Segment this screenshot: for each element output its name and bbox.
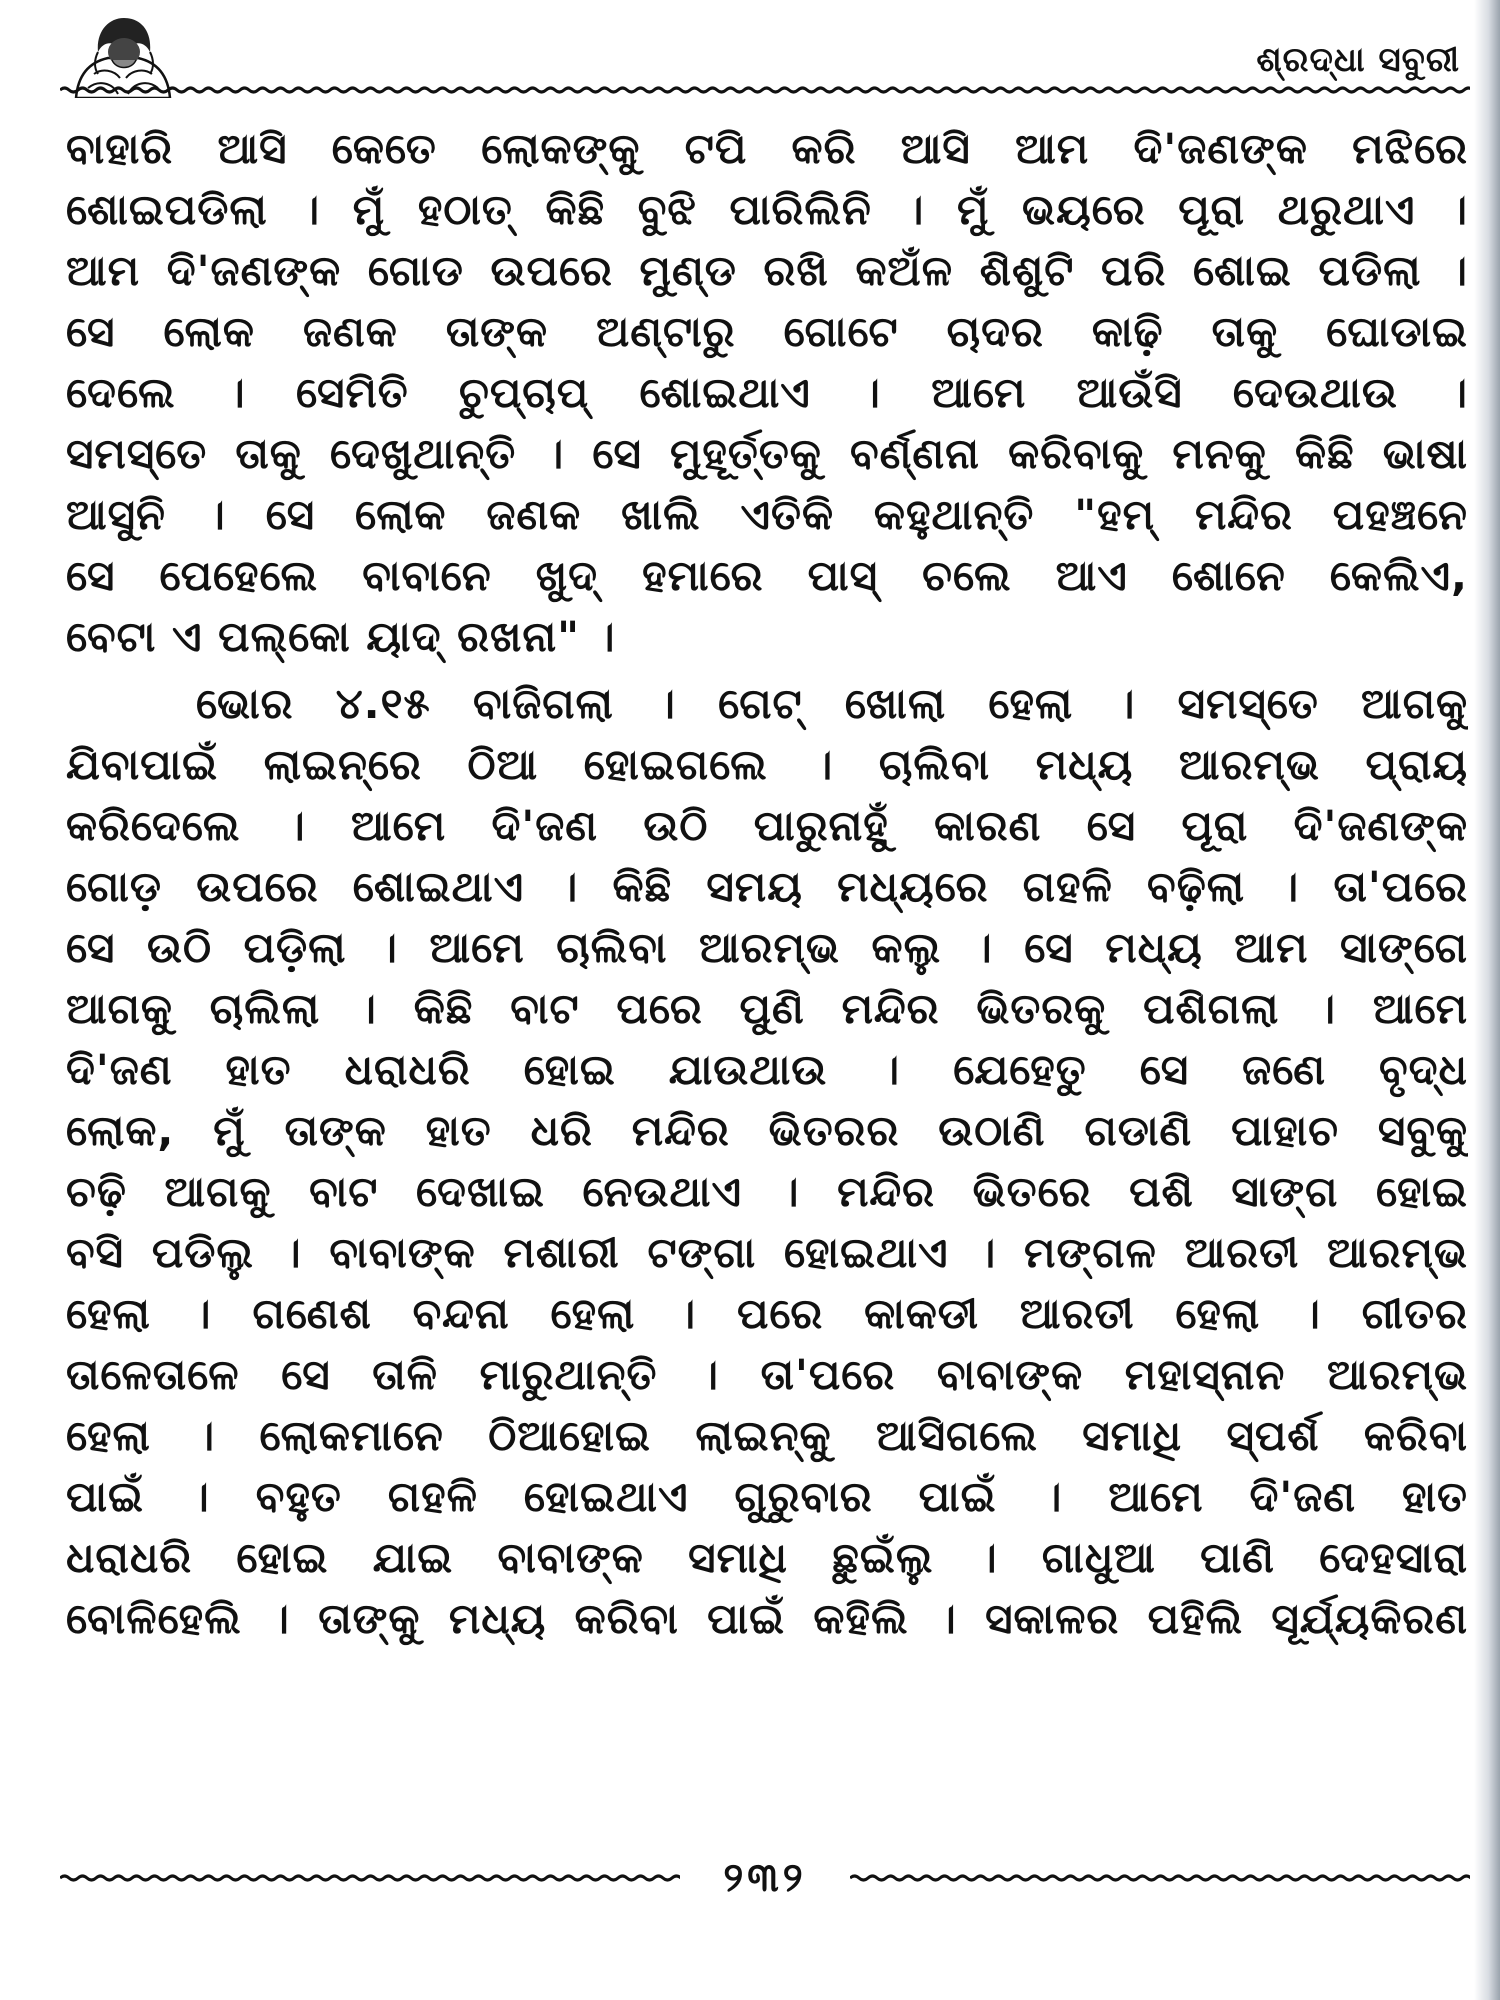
text-line: ଶୋଇପଡିଲା । ମୁଁ ହଠାତ୍ କିଛି ବୁଝି ପାରିଲିନି । ମୁଁ ଭୟରେ ପୂରା ଥରୁଥାଏ । — [66, 185, 1468, 234]
page-footer — [60, 1855, 1470, 1905]
footer-wavy-rule-right — [850, 1871, 1470, 1885]
paragraph-first-line: ଭୋର ୪.୧୫ ବାଜିଗଲା । ଗେଟ୍ ଖୋଲା ହେଲା । ସମସ୍ତେ ଆଗକୁ — [196, 679, 1468, 728]
text-line: କରିଦେଲେ । ଆମେ ଦି'ଜଣ ଉଠି ପାରୁନାହୁଁ କାରଣ ସେ ପୂରା ଦି'ଜଣଙ୍କ — [66, 801, 1468, 850]
text-line: ବସି ପଡିଲୁ । ବାବାଙ୍କ ମଶାରୀ ଟଙ୍ଗା ହୋଇଥାଏ । ମଙ୍ଗଳ ଆରତୀ ଆରମ୍ଭ — [66, 1228, 1468, 1277]
text-line: ଲୋକ, ମୁଁ ତାଙ୍କ ହାତ ଧରି ମନ୍ଦିର ଭିତରର ଉଠାଣି ଗଡାଣି ପାହାଚ ସବୁକୁ — [66, 1106, 1468, 1155]
text-line: ଯିବାପାଇଁ ଲାଇନ୍‌ରେ ଠିଆ ହୋଇଗଲେ । ଚାଲିବା ମଧ୍ୟ ଆରମ୍ଭ ପ୍ରାୟ — [66, 740, 1468, 789]
text-line: ସେ ଲୋକ ଜଣକ ତାଙ୍କ ଅଣ୍ଟାରୁ ଗୋଟେ ଚାଦର କାଢ଼ି ତାକୁ ଘୋଡାଇ — [66, 307, 1468, 356]
text-line: ହେଲା । ଗଣେଶ ବନ୍ଦନା ହେଲା । ପରେ କାକଡୀ ଆରତୀ ହେଲା । ଗୀତର — [66, 1289, 1468, 1338]
text-line: ଦେଲେ । ସେମିତି ଚୁପ୍‌ଚାପ୍ ଶୋଇଥାଏ । ଆମେ ଆଉଁସି ଦେଉଥାଉ । — [66, 368, 1468, 417]
text-line: ଦି'ଜଣ ହାତ ଧରାଧରି ହୋଇ ଯାଉଥାଉ । ଯେହେତୁ ସେ ଜଣେ ବୃଦ୍ଧ — [66, 1045, 1468, 1094]
text-line: ସମସ୍ତେ ତାକୁ ଦେଖୁଥାନ୍ତି । ସେ ମୁହୂର୍ତ୍ତକୁ ବର୍ଣ୍ଣନା କରିବାକୁ ମନକୁ କିଛି ଭାଷା — [66, 429, 1468, 478]
page-edge-shadow — [1474, 0, 1500, 2000]
running-header-title: ଶ୍ରଦ୍ଧା ସବୁରୀ — [1256, 40, 1460, 80]
header-wavy-rule — [60, 80, 1470, 100]
text-line: ଗୋଡ଼ ଉପରେ ଶୋଇଥାଏ । କିଛି ସମୟ ମଧ୍ୟରେ ଗହଳି ବଢ଼ିଲା । ତା'ପରେ — [66, 862, 1468, 911]
text-line: ଆମ ଦି'ଜଣଙ୍କ ଗୋଡ ଉପରେ ମୁଣ୍ଡ ରଖି କଅଁଳ ଶିଶୁଟି ପରି ଶୋଇ ପଡିଲା । — [66, 246, 1468, 295]
text-line: ବାହାରି ଆସି କେତେ ଲୋକଙ୍କୁ ଟପି କରି ଆସି ଆମ ଦି'ଜଣଙ୍କ ମଝିରେ — [66, 124, 1468, 173]
text-line: ପାଇଁ । ବହୁତ ଗହଳି ହୋଇଥାଏ ଗୁରୁବାର ପାଇଁ । ଆମେ ଦି'ଜଣ ହାତ — [66, 1472, 1468, 1521]
text-line: ଆଗକୁ ଚାଲିଲା । କିଛି ବାଟ ପରେ ପୁଣି ମନ୍ଦିର ଭିତରକୁ ପଶିଗଲା । ଆମେ — [66, 984, 1468, 1033]
page-body — [66, 118, 1468, 1649]
text-line: ସେ ଉଠି ପଡ଼ିଲା । ଆମେ ଚାଲିବା ଆରମ୍ଭ କଲୁ । ସେ ମଧ୍ୟ ଆମ ସାଙ୍ଗେ — [66, 923, 1468, 972]
page-number: ୨୩୨ — [723, 1855, 807, 1901]
text-line: ଧରାଧରି ହୋଇ ଯାଇ ବାବାଙ୍କ ସମାଧି ଛୁଇଁଲୁ । ଗାଧୁଆ ପାଣି ଦେହସାରା — [66, 1533, 1468, 1582]
text-line: ତାଳେତାଳେ ସେ ତାଳି ମାରୁଥାନ୍ତି । ତା'ପରେ ବାବାଙ୍କ ମହାସ୍ନାନ ଆରମ୍ଭ — [66, 1350, 1468, 1399]
text-line: ସେ ପେହେଲେ ବାବାନେ ଖୁଦ୍ ହମାରେ ପାସ୍ ଚଲେ ଆଏ ଶୋନେ କେଲିଏ, — [66, 551, 1468, 600]
text-line: ଆସୁନି । ସେ ଲୋକ ଜଣକ ଖାଲି ଏତିକି କହୁଥାନ୍ତି "ହମ୍ ମନ୍ଦିର ପହଞ୍ଚନେ — [66, 490, 1468, 539]
text-line: ବେଟା ଏ ପଲ୍‌କୋ ୟାଦ୍ ରଖନା" । — [66, 612, 616, 661]
text-line: ବୋଳିହେଲି । ତାଙ୍କୁ ମଧ୍ୟ କରିବା ପାଇଁ କହିଲି । ସକାଳର ପହିଲି ସୂର୍ଯ୍ୟକିରଣ — [66, 1594, 1468, 1643]
text-line: ଚଢ଼ି ଆଗକୁ ବାଟ ଦେଖାଇ ନେଉଥାଏ । ମନ୍ଦିର ଭିତରେ ପଶି ସାଙ୍ଗ ହୋଇ — [66, 1167, 1468, 1216]
text-line: ହେଲା । ଲୋକମାନେ ଠିଆହୋଇ ଲାଇନ୍‌କୁ ଆସିଗଲେ ସମାଧି ସ୍ପର୍ଶ କରିବା — [66, 1411, 1468, 1460]
